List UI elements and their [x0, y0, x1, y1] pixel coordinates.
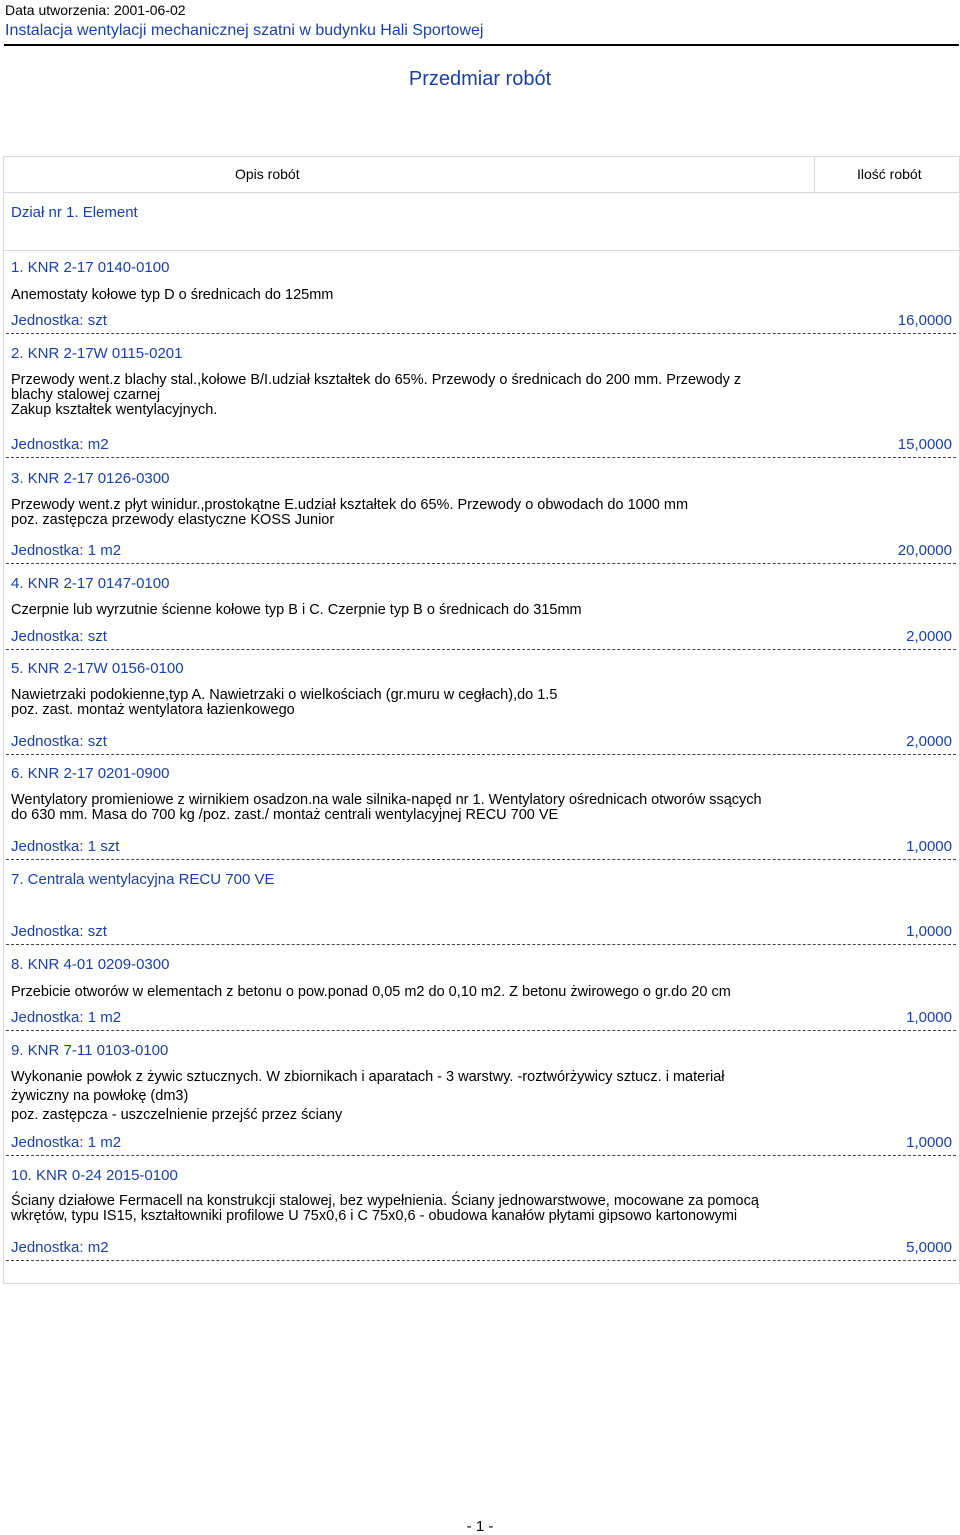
- creation-date: Data utworzenia: 2001-06-02: [5, 2, 186, 18]
- item-description: [11, 373, 831, 418]
- table-bottom-line: [3, 1283, 959, 1284]
- item-code: 1. KNR 2-17 0140-0100: [11, 259, 170, 276]
- item-unit: Jednostka: m2: [11, 436, 109, 453]
- item-description: [11, 1068, 831, 1125]
- item-unit: Jednostka: 1 m2: [11, 1134, 122, 1151]
- item-code: 6. KNR 2-17 0201-0900: [11, 765, 170, 782]
- header-bottom-line: [3, 192, 959, 193]
- description-line: do 630 mm. Masa do 700 kg /poz. zast./ montaż centrali wentylacyjnej RECU 700 VE: [11, 807, 559, 823]
- item-quantity: 20,0000: [897, 542, 952, 559]
- item-unit: Jednostka: m2: [11, 1239, 109, 1256]
- description-line: Wykonanie powłok z żywic sztucznych. W zbiornikach i aparatach - 3 warstwy. -roztwórżywicy sztucz. i materiał: [11, 1069, 725, 1085]
- column-header-quantity: Ilość robót: [857, 166, 922, 182]
- item-quantity: 15,0000: [897, 436, 952, 453]
- description-line: Czerpnie lub wyrzutnie ścienne kołowe typ B i C. Czerpnie typ B o średnicach do 315mm: [11, 602, 582, 618]
- item-separator: [6, 859, 956, 860]
- description-line: blachy stalowej czarnej: [11, 387, 161, 403]
- description-line: Wentylatory promieniowe z wirnikiem osadzon.na wale silnika-napęd nr 1. Wentylatory ośrednicach otworów ssących: [11, 792, 762, 808]
- description-line: Ściany działowe Fermacell na konstrukcji stalowej, bez wypełnienia. Ściany jednowarstwowe, mocowane za pomocą: [11, 1193, 759, 1209]
- item-code: 10. KNR 0-24 2015-0100: [11, 1167, 178, 1184]
- description-line: Przebicie otworów w elementach z betonu o pow.ponad 0,05 m2 do 0,10 m2. Z betonu żwirowego o gr.do 20 cm: [11, 984, 731, 1000]
- item-code: 8. KNR 4-01 0209-0300: [11, 956, 170, 973]
- description-line: Przewody went.z blachy stal.,kołowe B/I.udział kształtek do 65%. Przewody o średnicach do 200 mm. Przewody z: [11, 372, 742, 388]
- item-unit: Jednostka: szt: [11, 733, 107, 750]
- section-bottom-line: [3, 250, 959, 251]
- item-unit: Jednostka: szt: [11, 628, 107, 645]
- item-unit: Jednostka: 1 m2: [11, 1009, 122, 1026]
- item-unit: Jednostka: 1 m2: [11, 542, 122, 559]
- description-line: Zakup kształtek wentylacyjnych.: [11, 402, 218, 418]
- document-title: Przedmiar robót: [408, 68, 552, 90]
- item-unit: Jednostka: szt: [11, 312, 107, 329]
- item-separator: [6, 754, 956, 755]
- item-quantity: 16,0000: [897, 312, 952, 329]
- item-quantity: 2,0000: [906, 628, 952, 645]
- item-description: [11, 288, 831, 303]
- column-separator: [814, 156, 815, 192]
- table-top-line: [3, 156, 959, 157]
- description-line: Anemostaty kołowe typ D o średnicach do 125mm: [11, 287, 334, 303]
- item-quantity: 1,0000: [906, 838, 952, 855]
- item-code: 7. Centrala wentylacyjna RECU 700 VE: [11, 871, 275, 888]
- item-separator: [6, 457, 956, 458]
- item-quantity: 1,0000: [906, 1009, 952, 1026]
- item-separator: [6, 649, 956, 650]
- description-line: Nawietrzaki podokienne,typ A. Nawietrzaki o wielkościach (gr.muru w cegłach),do 1.5: [11, 687, 558, 703]
- item-description: [11, 985, 831, 1000]
- item-description: [11, 688, 831, 718]
- item-description: [11, 1194, 831, 1224]
- item-separator: [6, 1030, 956, 1031]
- item-code: 4. KNR 2-17 0147-0100: [11, 575, 170, 592]
- item-separator: [6, 944, 956, 945]
- header-rule: [4, 44, 959, 46]
- description-line: wkrętów, typu IS15, kształtowniki profilowe U 75x0,6 i C 75x0,6 - obudowa kanałów płytami gipsowo kartonowymi: [11, 1208, 738, 1224]
- item-code: 2. KNR 2-17W 0115-0201: [11, 345, 183, 362]
- item-separator: [6, 563, 956, 564]
- description-line: żywiczny na powłokę (dm3): [11, 1088, 189, 1104]
- item-unit: Jednostka: 1 szt: [11, 838, 120, 855]
- project-title: Instalacja wentylacji mechanicznej szatni w budynku Hali Sportowej: [5, 22, 484, 39]
- description-line: poz. zastępcza - uszczelnienie przejść przez ściany: [11, 1107, 343, 1123]
- column-header-description: Opis robót: [235, 166, 300, 182]
- item-separator: [6, 333, 956, 334]
- item-description: [11, 793, 831, 823]
- item-quantity: 2,0000: [906, 733, 952, 750]
- description-line: Przewody went.z płyt winidur.,prostokątne E.udział kształtek do 65%. Przewody o obwodach do 1000 mm: [11, 497, 689, 513]
- item-description: [11, 498, 831, 528]
- item-quantity: 5,0000: [906, 1239, 952, 1256]
- description-line: poz. zastępcza przewody elastyczne KOSS Junior: [11, 512, 335, 528]
- item-description: [11, 603, 831, 618]
- item-code: 3. KNR 2-17 0126-0300: [11, 470, 170, 487]
- item-separator: [6, 1260, 956, 1261]
- item-quantity: 1,0000: [906, 1134, 952, 1151]
- section-title: Dział nr 1. Element: [11, 204, 138, 221]
- description-line: poz. zast. montaż wentylatora łazienkowego: [11, 702, 295, 718]
- item-code: 5. KNR 2-17W 0156-0100: [11, 660, 184, 677]
- page-number: - 1 -: [466, 1518, 494, 1535]
- item-separator: [6, 1155, 956, 1156]
- item-quantity: 1,0000: [906, 923, 952, 940]
- item-code: 9. KNR 7-11 0103-0100: [11, 1042, 169, 1059]
- item-unit: Jednostka: szt: [11, 923, 107, 940]
